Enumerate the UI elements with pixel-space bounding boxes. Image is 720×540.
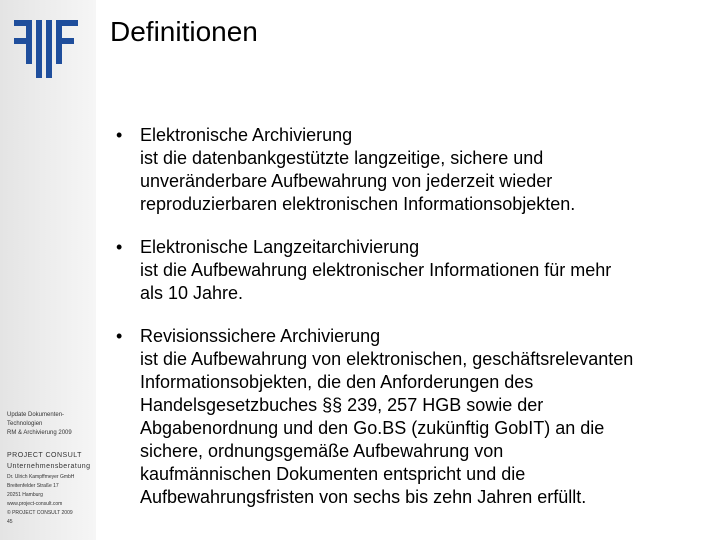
bullet-heading: Elektronische Langzeitarchivierung bbox=[140, 237, 420, 257]
bullet-symbol: • bbox=[116, 125, 123, 145]
bullet-heading: Elektronische Archivierung bbox=[140, 125, 353, 145]
bullet-item bbox=[110, 124, 710, 216]
bullet-line: unveränderbare Aufbewahrung von jederzeit wieder bbox=[140, 171, 553, 191]
bullet-line: Abgabenordnung und den Go.BS (zukünftig GobIT) an die bbox=[140, 418, 605, 438]
bullet-symbol: • bbox=[116, 326, 123, 346]
bullet-item bbox=[110, 325, 710, 509]
address-line: Dr. Ulrich Kampffmeyer GmbH bbox=[7, 474, 75, 480]
project-consult-logo bbox=[14, 18, 78, 80]
company-subtitle: Unternehmensberatung bbox=[7, 463, 91, 470]
address-line: © PROJECT CONSULT 2009 bbox=[7, 510, 73, 516]
address-line: Breitenfelder Straße 17 bbox=[7, 483, 59, 489]
bullet-line: ist die Aufbewahrung elektronischer Informationen für mehr bbox=[140, 260, 612, 280]
bullet-line: kaufmännischen Dokumenten entspricht und die bbox=[140, 464, 526, 484]
bullet-line: ist die Aufbewahrung von elektronischen, geschäftsrelevanten bbox=[140, 349, 634, 369]
bullet-item bbox=[110, 236, 710, 305]
topic-line: Update Dokumenten- bbox=[7, 412, 65, 418]
bullet-line: sichere, ordnungsgemäße Aufbewahrung von bbox=[140, 441, 504, 461]
sidebar-address bbox=[7, 473, 93, 527]
sidebar-company bbox=[7, 450, 93, 472]
topic-line: RM & Archivierung 2009 bbox=[7, 430, 72, 436]
page-number: 45 bbox=[7, 519, 13, 525]
bullet-line: ist die datenbankgestützte langzeitige, sichere und bbox=[140, 148, 544, 168]
topic-line: Technologien bbox=[7, 421, 43, 427]
bullet-heading: Revisionssichere Archivierung bbox=[140, 326, 381, 346]
sidebar bbox=[0, 0, 96, 540]
bullet-line: als 10 Jahre. bbox=[140, 283, 244, 303]
bullet-line: Informationsobjekten, die den Anforderungen des bbox=[140, 372, 534, 392]
bullet-line: Aufbewahrungsfristen von sechs bis zehn Jahren erfüllt. bbox=[140, 487, 587, 507]
bullet-symbol: • bbox=[116, 237, 123, 257]
bullet-line: reproduzierbaren elektronischen Informationsobjekten. bbox=[140, 194, 576, 214]
page-title: Definitionen bbox=[110, 16, 258, 47]
company-name: PROJECT CONSULT bbox=[7, 452, 82, 459]
bullet-line: Handelsgesetzbuches §§ 239, 257 HGB sowie der bbox=[140, 395, 544, 415]
sidebar-topic bbox=[7, 411, 93, 438]
address-line: 20251 Hamburg bbox=[7, 492, 43, 498]
bullet-list bbox=[110, 124, 710, 529]
address-line: www.project-consult.com bbox=[7, 501, 63, 507]
